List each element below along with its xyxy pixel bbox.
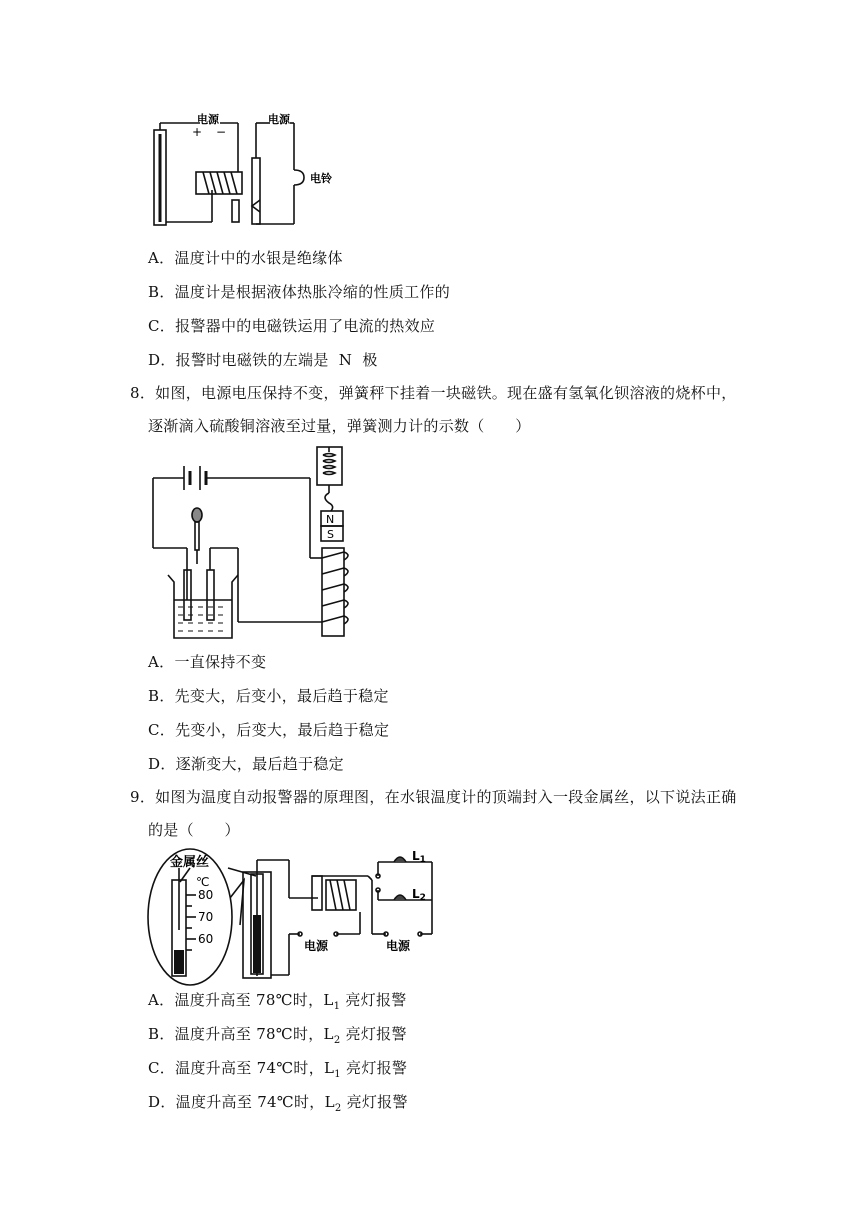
- q9-power-label-2: 电源: [386, 939, 411, 953]
- q8-magnet-n: N: [326, 513, 335, 526]
- q9-tick-80: 80: [198, 888, 214, 902]
- q8-option-a: A．一直保持不变: [148, 653, 267, 671]
- q8-option-c: C．先变小，后变大，最后趋于稳定: [148, 721, 390, 739]
- q7-power-left-label: 电源: [197, 113, 219, 126]
- q9-wire-label: 金属丝: [170, 855, 210, 870]
- q9-tick-70: 70: [198, 910, 214, 924]
- q8-stem-line1: 8．如图，电源电压保持不变，弹簧秤下挂着一块磁铁。现在盛有氢氧化钡溶液的烧杯中，: [130, 384, 737, 402]
- q8-option-d: D．逐渐变大，最后趋于稳定: [148, 755, 344, 773]
- q8-magnet-s: S: [327, 528, 334, 541]
- q9-option-d: D．温度升高至 74℃时，$L_2$ 亮灯报警: [148, 1093, 408, 1114]
- q9-power-label-1: 电源: [304, 939, 329, 953]
- q8-stem-line2: 逐渐滴入硫酸铜溶液至过量，弹簧测力计的示数（ ）: [148, 417, 531, 435]
- q7-option-a: A．温度计中的水银是绝缘体: [148, 249, 343, 267]
- q8-option-b: B．先变大，后变小，最后趋于稳定: [148, 687, 389, 705]
- q9-tick-60: 60: [198, 932, 214, 946]
- q9-stem-line1: 9．如图为温度自动报警器的原理图，在水银温度计的顶端封入一段金属丝，以下说法正确: [130, 788, 737, 806]
- q9-option-a: A．温度升高至 78℃时，$L_1$ 亮灯报警: [148, 991, 407, 1012]
- q7-option-d: D．报警时电磁铁的左端是 N 极: [148, 351, 378, 369]
- q7-option-c: C．报警器中的电磁铁运用了电流的热效应: [148, 317, 436, 335]
- q7-option-b: B．温度计是根据液体热胀冷缩的性质工作的: [148, 283, 451, 301]
- q9-lamp-l1-label: L1: [412, 849, 426, 865]
- q7-power-right-label: 电源: [268, 113, 290, 126]
- q7-plus-sign: +: [192, 125, 203, 139]
- q9-lamp-l2-label: L2: [412, 887, 426, 903]
- q9-stem-line2: 的是（ ）: [148, 821, 240, 839]
- q9-option-c: C．温度升高至 74℃时，$L_1$ 亮灯报警: [148, 1059, 408, 1080]
- q7-minus-sign: −: [216, 125, 227, 139]
- q7-bell-label: 电铃: [310, 172, 332, 185]
- q9-option-b: B．温度升高至 78℃时，$L_2$ 亮灯报警: [148, 1025, 407, 1046]
- q9-celsius-unit: ℃: [196, 875, 210, 889]
